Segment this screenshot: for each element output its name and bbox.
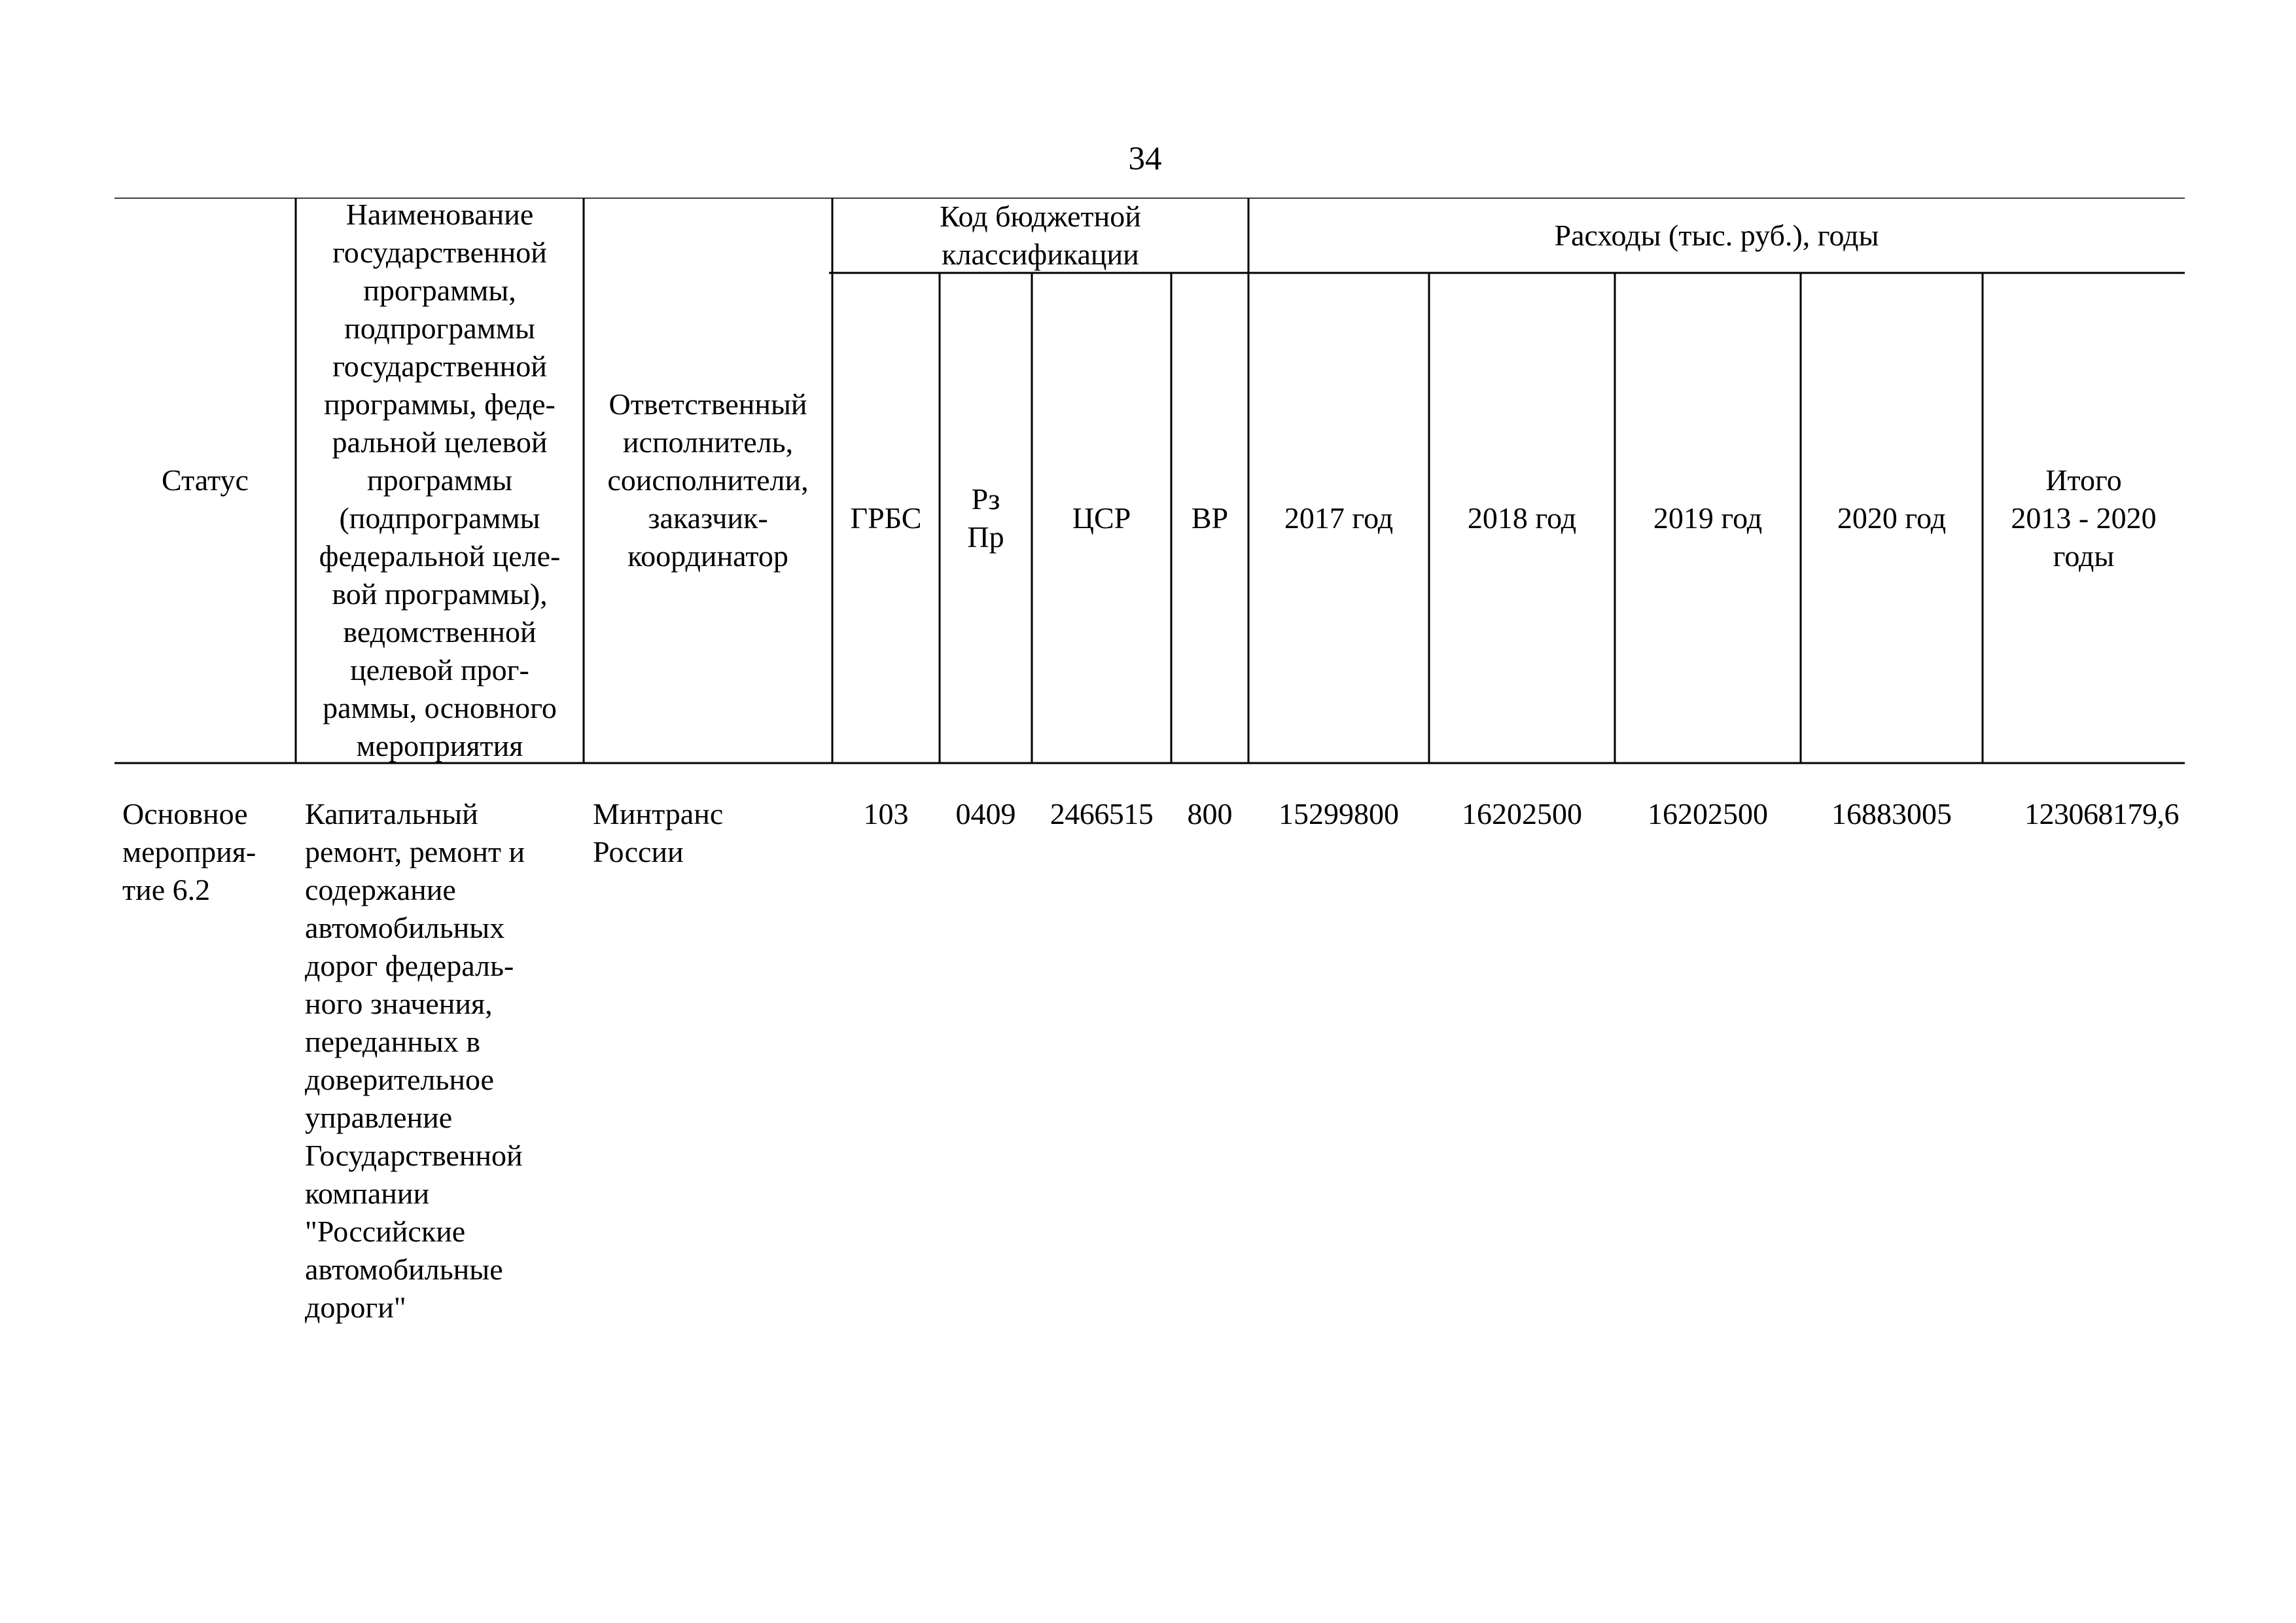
row-rzpr: 0409 xyxy=(955,797,1016,830)
header-grbs: ГРБС xyxy=(850,501,922,535)
header-budget-code: Код бюджетной классификации xyxy=(940,199,1141,271)
row-vr: 800 xyxy=(1187,797,1233,830)
header-status: Статус xyxy=(162,463,249,497)
row-status: Основное мероприя- тие 6.2 xyxy=(122,797,256,906)
row-program-name: Капитальный ремонт, ремонт и содержание автомобильных дорог федераль- ного значения, переданных в доверительное управление Государственной компании "Российские автомобильные дороги" xyxy=(305,797,525,1324)
header-total: Итого 2013 - 2020 годы xyxy=(2011,463,2157,573)
header-csr: ЦСР xyxy=(1072,501,1131,535)
row-responsible: Минтранс России xyxy=(593,797,724,868)
header-year-2019: 2019 год xyxy=(1653,501,1763,535)
header-program-name: Наименование государственной программы, подпрограммы государственной программы, феде- ральной целевой программы (подпрограммы федеральной целе- вой программы), ведомственной целевой прог- раммы, основного мероприятия xyxy=(319,198,561,762)
header-year-2020: 2020 год xyxy=(1837,501,1947,535)
row-year-2017: 15299800 xyxy=(1279,797,1399,830)
header-responsible: Ответственный исполнитель, соисполнители, заказчик- координатор xyxy=(607,387,809,573)
header-year-2018: 2018 год xyxy=(1467,501,1577,535)
header-expenses: Расходы (тыс. руб.), годы xyxy=(1554,218,1879,252)
row-year-2019: 16202500 xyxy=(1648,797,1768,830)
header-year-2017: 2017 год xyxy=(1284,501,1394,535)
row-total: 123068179,6 xyxy=(2024,797,2179,830)
header-rzpr: Рз Пр xyxy=(967,482,1004,554)
page-number: 34 xyxy=(1128,141,1162,177)
row-csr: 2466515 xyxy=(1050,797,1154,830)
row-year-2018: 16202500 xyxy=(1462,797,1582,830)
budget-table xyxy=(115,198,2185,1420)
row-grbs: 103 xyxy=(863,797,909,830)
row-year-2020: 16883005 xyxy=(1831,797,1952,830)
header-vr: ВР xyxy=(1191,501,1229,535)
